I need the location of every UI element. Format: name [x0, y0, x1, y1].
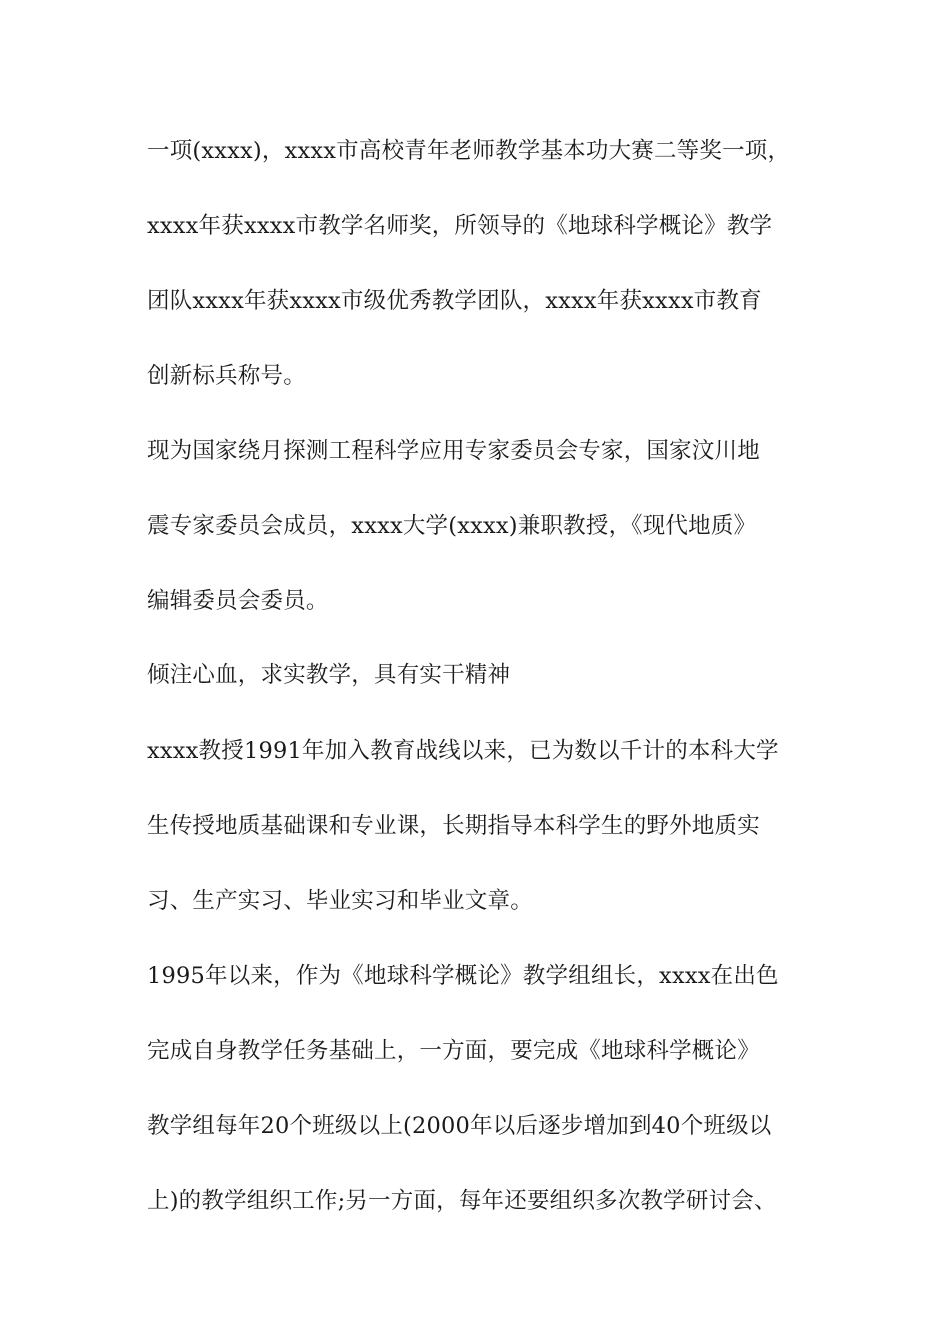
text-line: 创新标兵称号。: [147, 363, 306, 389]
text-line: 现为国家绕月探测工程科学应用专家委员会专家，国家汶川地: [147, 438, 760, 464]
text-line: 1995年以来，作为《地球科学概论》教学组组长，xxxx在出色: [147, 963, 779, 989]
text-line: xxxx教授1991年加入教育战线以来，已为数以千计的本科大学: [147, 738, 779, 764]
text-line: 习、生产实习、毕业实习和毕业文章。: [147, 888, 533, 914]
text-line: 编辑委员会委员。: [147, 588, 329, 614]
text-line: xxxx年获xxxx市教学名师奖，所领导的《地球科学概论》教学: [147, 213, 773, 239]
text-line: 教学组每年20个班级以上(2000年以后逐步增加到40个班级以: [147, 1113, 772, 1139]
text-line: 完成自身教学任务基础上，一方面，要完成《地球科学概论》: [147, 1038, 760, 1064]
text-line: 生传授地质基础课和专业课，长期指导本科学生的野外地质实: [147, 813, 760, 839]
section-heading: 倾注心血，求实教学，具有实干精神: [147, 662, 511, 688]
text-line: 一项(xxxx)，xxxx市高校青年老师教学基本功大赛二等奖一项，: [147, 138, 791, 164]
text-line: 震专家委员会成员，xxxx大学(xxxx)兼职教授，《现代地质》: [147, 513, 757, 539]
text-line: 上)的教学组织工作;另一方面，每年还要组织多次教学研讨会、: [147, 1188, 777, 1214]
text-line: 团队xxxx年获xxxx市级优秀教学团队，xxxx年获xxxx市教育: [147, 288, 762, 314]
